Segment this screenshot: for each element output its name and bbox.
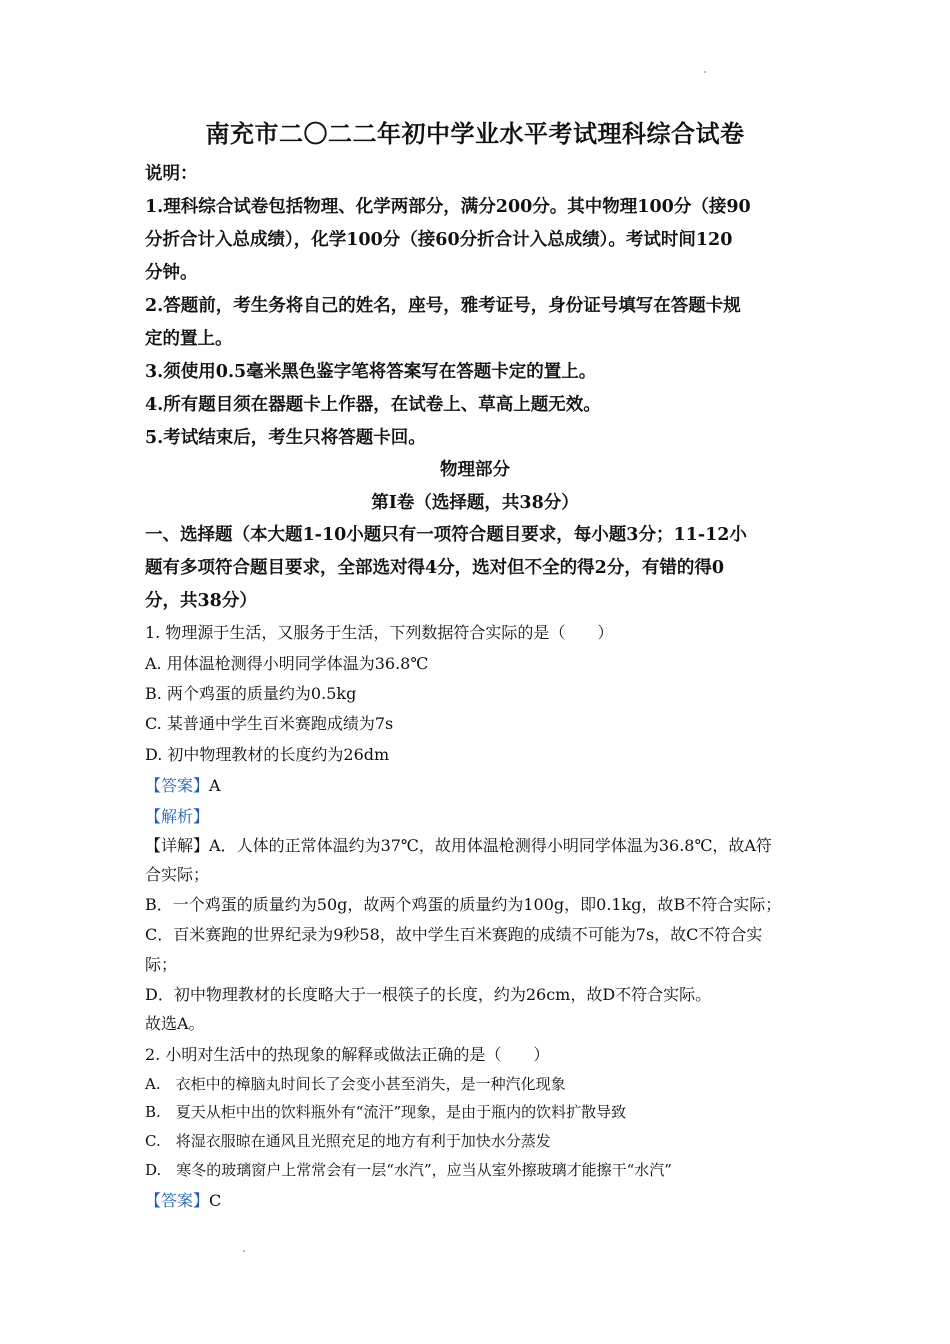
question-1-detail-line: 际； — [145, 955, 178, 974]
question-2-option-a: A. 衣柜中的樟脑丸时间长了会变小甚至消失，是一种汽化现象 — [145, 1075, 566, 1093]
question-2-option-c: C. 将湿衣服晾在通风且光照充足的地方有利于加快水分蒸发 — [145, 1132, 551, 1150]
question-1-detail-line: C．百米赛跑的世界纪录为9秒58，故中学生百米赛跑的成绩不可能为7s，故C不符合实 — [145, 925, 763, 944]
note-line: 5.考试结束后，考生只将答题卡回。 — [145, 428, 426, 448]
question-1-answer — [145, 773, 221, 796]
detail-text: A．人体的正常体温约为37℃，故用体温枪测得小明同学体温为36.8℃，故A符 — [209, 836, 772, 855]
question-1-detail-line: D．初中物理教材的长度略大于一根筷子的长度，约为26cm，故D不符合实际。 — [145, 985, 712, 1004]
note-line: 分钟。 — [145, 263, 198, 283]
question-1-detail-line: 故选A。 — [145, 1014, 205, 1033]
question-1-analysis-tag: 【解析】 — [145, 807, 210, 826]
note-line: 1.理科综合试卷包括物理、化学两部分，满分200分。其中物理100分（接90 — [145, 197, 751, 217]
scan-dot — [243, 1250, 245, 1252]
question-1-option-c: C. 某普通中学生百米赛跑成绩为7s — [145, 714, 394, 733]
instruction-line: 分，共38分） — [145, 591, 257, 611]
instruction-line: 题有多项符合题目要求，全部选对得4分，选对但不全的得2分，有错的得0 — [145, 558, 725, 578]
note-line: 2.答题前，考生务将自己的姓名，座号，雅考证号，身份证号填写在答题卡规 — [145, 296, 741, 316]
question-2-stem: 2. 小明对生活中的热现象的解释或做法正确的是（ ） — [145, 1045, 550, 1064]
note-line: 定的置上。 — [145, 329, 233, 349]
question-1-option-d: D. 初中物理教材的长度约为26dm — [145, 745, 390, 764]
answer-tag: 【答案】 — [145, 1191, 210, 1210]
note-line: 3.须使用0.5毫米黑色鉴字笔将答案写在答题卡定的置上。 — [145, 362, 597, 382]
scan-dot — [704, 71, 706, 73]
instruction-line: 一、选择题（本大题1-10小题只有一项符合题目要求，每小题3分；11-12小 — [145, 525, 747, 545]
question-1-option-a: A. 用体温枪测得小明同学体温为36.8℃ — [145, 654, 429, 673]
question-1-option-b: B. 两个鸡蛋的质量约为0.5kg — [145, 684, 357, 703]
answer-value: A — [209, 776, 221, 795]
notes-heading: 说明： — [145, 164, 198, 184]
question-2-option-d: D. 寒冬的玻璃窗户上常常会有一层“水汽”，应当从室外擦玻璃才能擦干“水汽” — [145, 1161, 672, 1179]
note-line: 4.所有题目须在器题卡上作器，在试卷上、草高上题无效。 — [145, 395, 601, 415]
answer-tag: 【答案】 — [145, 776, 210, 795]
exam-title: 南充市二〇二二年初中学业水平考试理科综合试卷 — [205, 119, 745, 148]
question-1-detail-line: B．一个鸡蛋的质量约为50g，故两个鸡蛋的质量约为100g，即0.1kg，故B不符合实际； — [145, 895, 782, 914]
part-title: 第Ⅰ卷（选择题，共38分） — [371, 493, 579, 513]
note-line: 分折合计入总成绩），化学100分（接60分折合计入总成绩）。考试时间120 — [145, 230, 733, 250]
section-title: 物理部分 — [440, 460, 510, 480]
detail-tag: 【详解】 — [145, 836, 210, 855]
question-2-answer — [145, 1188, 221, 1211]
answer-value: C — [209, 1191, 222, 1210]
question-2-option-b: B. 夏天从柜中出的饮料瓶外有“流汗”现象，是由于瓶内的饮料扩散导致 — [145, 1103, 627, 1121]
question-1-detail-line — [145, 833, 772, 856]
question-1-detail-line: 合实际； — [145, 865, 210, 884]
question-1-stem: 1. 物理源于生活，又服务于生活，下列数据符合实际的是（ ） — [145, 623, 614, 642]
